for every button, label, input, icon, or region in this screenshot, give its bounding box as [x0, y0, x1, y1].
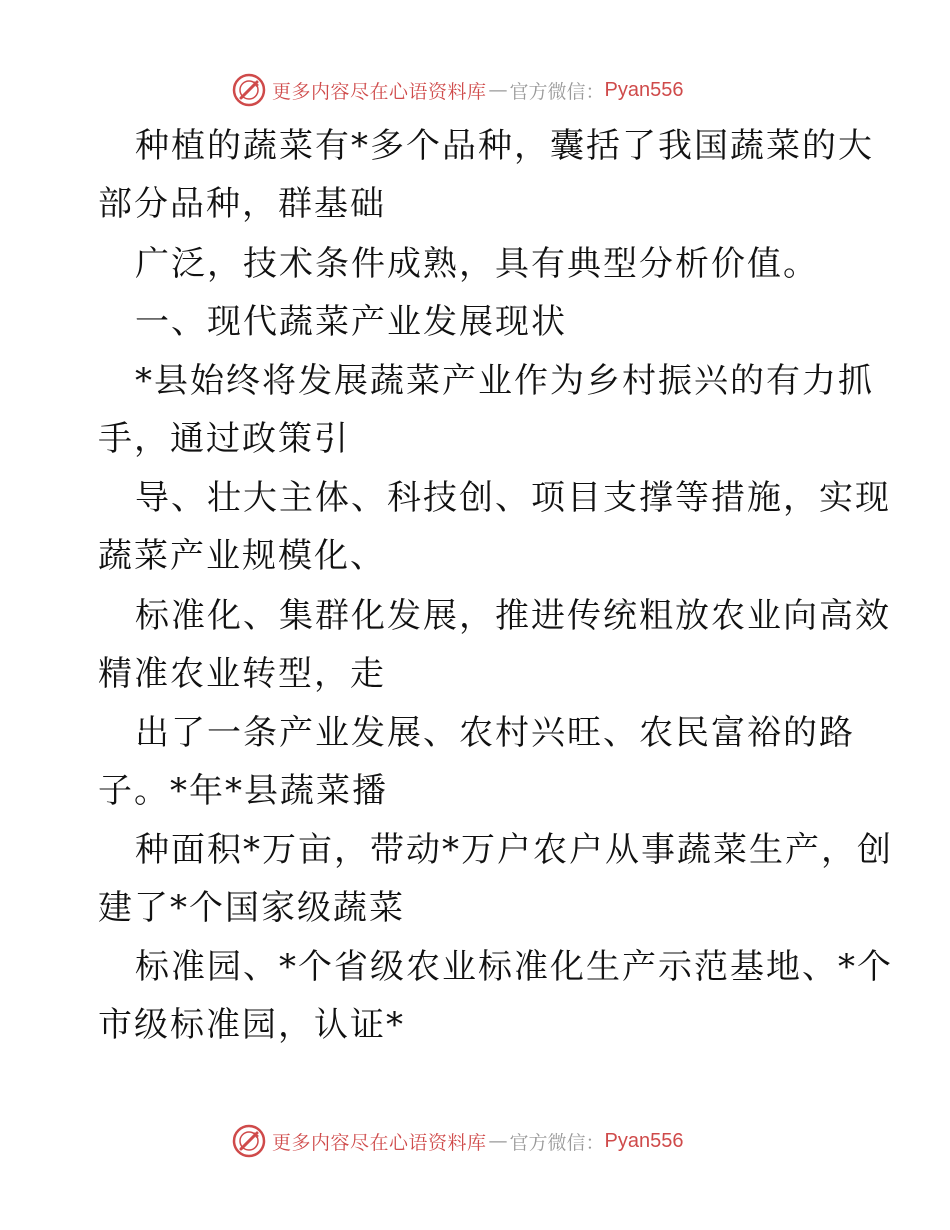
- body-line: 蔬菜产业规模化、: [98, 536, 386, 576]
- body-line: 种植的蔬菜有*多个品种，囊括了我国蔬菜的大: [135, 126, 874, 166]
- body-line: 部分品种，群基础: [98, 184, 386, 224]
- body-line: 种面积*万亩，带动*万户农户从事蔬菜生产，创: [135, 830, 893, 870]
- seal-logo-icon: [232, 1124, 266, 1158]
- section-heading: 一、现代蔬菜产业发展现状: [135, 302, 567, 342]
- footer-watermark: [232, 1121, 684, 1161]
- watermark-text: 更多内容尽在心语资料库: [272, 1131, 487, 1154]
- watermark-wechat-label: 官方微信：: [509, 1131, 605, 1154]
- seal-logo-icon: [232, 73, 266, 107]
- body-line: 建了*个国家级蔬菜: [98, 888, 405, 928]
- body-line: *县始终将发展蔬菜产业作为乡村振兴的有力抓: [135, 361, 874, 401]
- watermark-wechat-id: Pyan556: [604, 78, 684, 101]
- body-line: 标准化、集群化发展，推进传统粗放农业向高效: [135, 596, 891, 636]
- body-line: 广泛，技术条件成熟，具有典型分析价值。: [135, 244, 819, 284]
- watermark-dash: —: [488, 1130, 508, 1152]
- body-line: 出了一条产业发展、农村兴旺、农民富裕的路: [135, 713, 855, 753]
- watermark-text: 更多内容尽在心语资料库: [272, 80, 487, 103]
- watermark-wechat-id: Pyan556: [604, 1129, 684, 1152]
- body-line: 手，通过政策引: [98, 419, 350, 459]
- body-line: 导、壮大主体、科技创、项目支撑等措施，实现: [135, 478, 891, 518]
- watermark-wechat-label: 官方微信：: [509, 80, 605, 103]
- header-watermark: [232, 70, 684, 110]
- body-line: 标准园、*个省级农业标准化生产示范基地、*个: [135, 947, 893, 987]
- watermark-dash: —: [488, 79, 508, 101]
- body-line: 子。*年*县蔬菜播: [98, 771, 388, 811]
- body-line: 精准农业转型，走: [98, 654, 386, 694]
- body-line: 市级标准园，认证*: [98, 1005, 405, 1045]
